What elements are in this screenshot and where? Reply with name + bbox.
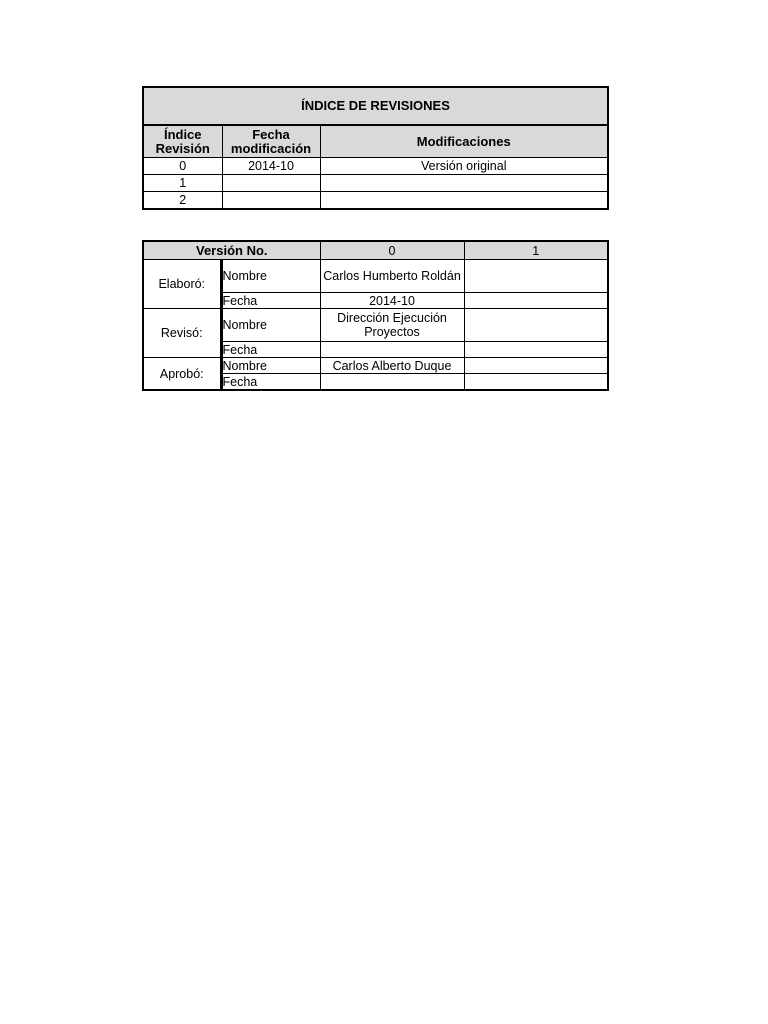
revision-index: 1 bbox=[143, 175, 222, 192]
revision-changes bbox=[320, 175, 608, 192]
date-label: Fecha bbox=[221, 293, 320, 309]
name-label: Nombre bbox=[221, 358, 320, 374]
name-label: Nombre bbox=[221, 309, 320, 342]
elaboro-date-v1 bbox=[464, 293, 608, 309]
version-column-1: 1 bbox=[464, 241, 608, 260]
table-row bbox=[143, 260, 608, 293]
reviso-date-v1 bbox=[464, 342, 608, 358]
revision-index: 2 bbox=[143, 192, 222, 210]
table-row bbox=[143, 175, 608, 192]
aprobo-name-v0: Carlos Alberto Duque bbox=[320, 358, 464, 374]
versions-table bbox=[142, 240, 609, 391]
reviso-label: Revisó: bbox=[143, 309, 221, 358]
revision-date: 2014-10 bbox=[222, 158, 320, 175]
name-label: Nombre bbox=[221, 260, 320, 293]
aprobo-date-v1 bbox=[464, 374, 608, 391]
header-modifications: Modificaciones bbox=[320, 125, 608, 158]
version-number-header: Versión No. bbox=[143, 241, 320, 260]
table-row bbox=[143, 309, 608, 342]
date-label: Fecha bbox=[221, 374, 320, 391]
reviso-name-v1 bbox=[464, 309, 608, 342]
elaboro-name-v0: Carlos Humberto Roldán bbox=[320, 260, 464, 293]
revision-date bbox=[222, 175, 320, 192]
revision-date bbox=[222, 192, 320, 210]
revision-changes: Versión original bbox=[320, 158, 608, 175]
aprobo-name-v1 bbox=[464, 358, 608, 374]
aprobo-label: Aprobó: bbox=[143, 358, 221, 391]
aprobo-date-v0 bbox=[320, 374, 464, 391]
table-row bbox=[143, 358, 608, 374]
elaboro-name-v1 bbox=[464, 260, 608, 293]
date-label: Fecha bbox=[221, 342, 320, 358]
revisions-table bbox=[142, 86, 609, 210]
elaboro-date-v0: 2014-10 bbox=[320, 293, 464, 309]
table-row bbox=[143, 192, 608, 210]
header-index-revision: Índice Revisión bbox=[143, 125, 222, 158]
version-column-0: 0 bbox=[320, 241, 464, 260]
table-row bbox=[143, 158, 608, 175]
revision-changes bbox=[320, 192, 608, 210]
header-date-modification: Fecha modificación bbox=[222, 125, 320, 158]
reviso-date-v0 bbox=[320, 342, 464, 358]
revision-index: 0 bbox=[143, 158, 222, 175]
revisions-title: ÍNDICE DE REVISIONES bbox=[143, 87, 608, 125]
reviso-name-v0: Dirección Ejecución Proyectos bbox=[320, 309, 464, 342]
elaboro-label: Elaboró: bbox=[143, 260, 221, 309]
